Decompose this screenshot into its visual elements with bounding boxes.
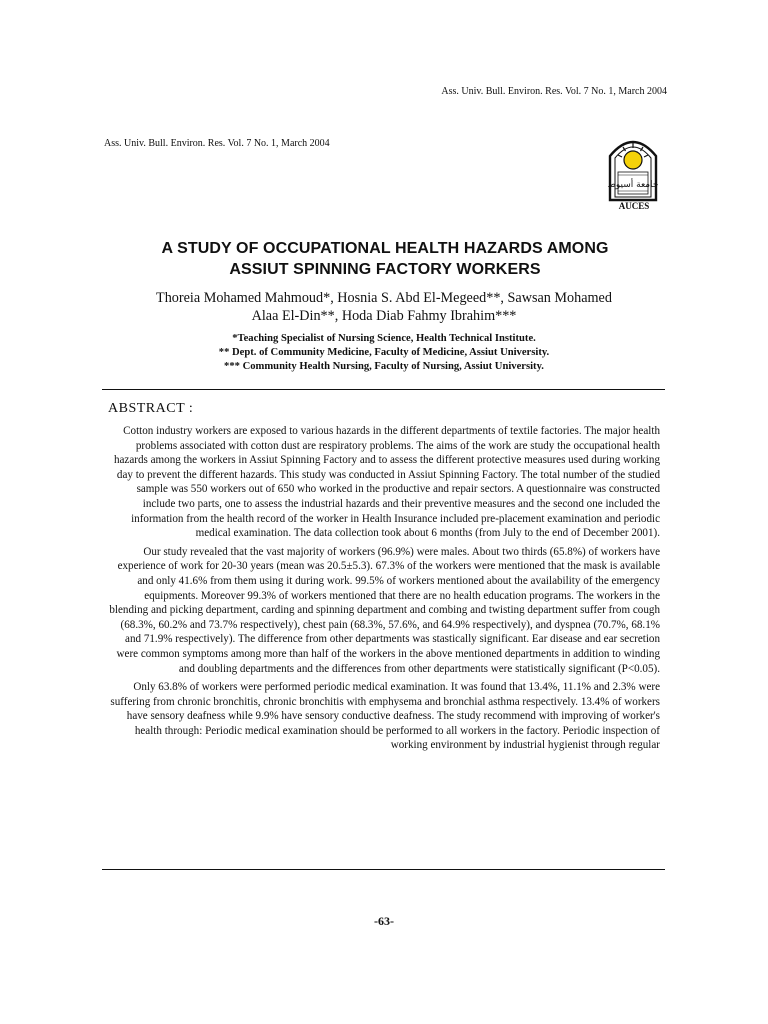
divider-top: [102, 389, 665, 390]
abstract-paragraph-2: Our study revealed that the vast majority of workers (96.9%) were males. About two thirds (65.8%) of workers have experience of work for 20-30 years (mean was 20.5±5.3). 67.3% of the workers were mentioned that the mask is available and only 41.6% from them using it during work. 99.5% of workers mentioned about the availability of the emergency equipments. Moreover 99.3% of workers mentioned that there are no health education programs. The workers in the blending and picking department, carding and spinning department and combing and twisting department suffer from cough (68.3%, 60.2% and 73.7% respectively), chest pain (68.3%, 57.6%, and 64.9% respectively), and dyspnea (70.7%, 68.1% and 71.9% respectively). The difference from other departments was stastically significant. Ear disease and ear secretion were common symptoms among more than half of the workers in the above mentioned departments in addition to winding and doubling departments and the differences from other departments were statistically significant (P<0.05).: [109, 545, 660, 675]
journal-reference-top: Ass. Univ. Bull. Environ. Res. Vol. 7 No. 1, March 2004: [441, 86, 667, 97]
affiliation-1: *Teaching Specialist of Nursing Science, Health Technical Institute.: [232, 333, 536, 344]
paper-title-line-2: ASSIUT SPINNING FACTORY WORKERS: [229, 261, 541, 278]
paper-title: [90, 238, 680, 280]
affiliation-3: *** Community Health Nursing, Faculty of Nursing, Assiut University.: [224, 361, 544, 372]
abstract-heading: ABSTRACT :: [108, 401, 194, 416]
author-line-2: Alaa El-Din**, Hoda Diab Fahmy Ibrahim***: [251, 308, 517, 324]
affiliation-2: ** Dept. of Community Medicine, Faculty of Medicine, Assiut University.: [218, 347, 550, 358]
author-line-1: Thoreia Mohamed Mahmoud*, Hosnia S. Abd El-Megeed**, Sawsan Mohamed: [156, 290, 612, 306]
affiliations: [100, 332, 668, 374]
divider-bottom: [102, 869, 665, 870]
seal-icon: [606, 134, 660, 202]
page-number: -63-: [374, 914, 394, 928]
abstract-body: [108, 424, 660, 757]
paper-title-line-1: A STUDY OF OCCUPATIONAL HEALTH HAZARDS AMONG: [161, 240, 609, 257]
author-list: [100, 289, 668, 325]
logo-arabic-text: جامعة أسيوط: [607, 180, 659, 190]
abstract-paragraph-1: Cotton industry workers are exposed to various hazards in the different departments of textile factories. The major health problems associated with cotton dust are respiratory problems. The aims of the work are study the occupational health hazards among the workers in Assiut Spinning Factory and to assess the different protective measures used during working day to prevent the different hazards. This study was conducted in Assiut Spinning Factory. The total number of the studied sample was 550 workers out of 650 who worked in the productive and repair sectors. A questionnaire was constructed include two parts, one to assess the industrial hazards and their preventive measures and the second one included the information from the health record of the worker in Health Insurance included pre-placement examination and periodic medical examination. The data collection took about 6 months (from July to the end of December 2001).: [113, 425, 660, 540]
logo-label: AUCES: [618, 201, 650, 211]
abstract-paragraph-3: Only 63.8% of workers were performed periodic medical examination. It was found that 13.4%, 11.1% and 2.3% were suffering from chronic bronchitis, chronic bronchitis with emphysema and bronchial asthma respectively. 13.4% of workers have sensory deafness while 9.9% have sensory conductive deafness. The study recommend with improving of worker's health through: Periodic medical examination should be performed to all workers in the factory. Periodic inspection of working environment by industrial hygienist through regular: [110, 681, 660, 752]
journal-reference-left: Ass. Univ. Bull. Environ. Res. Vol. 7 No. 1, March 2004: [104, 138, 330, 149]
